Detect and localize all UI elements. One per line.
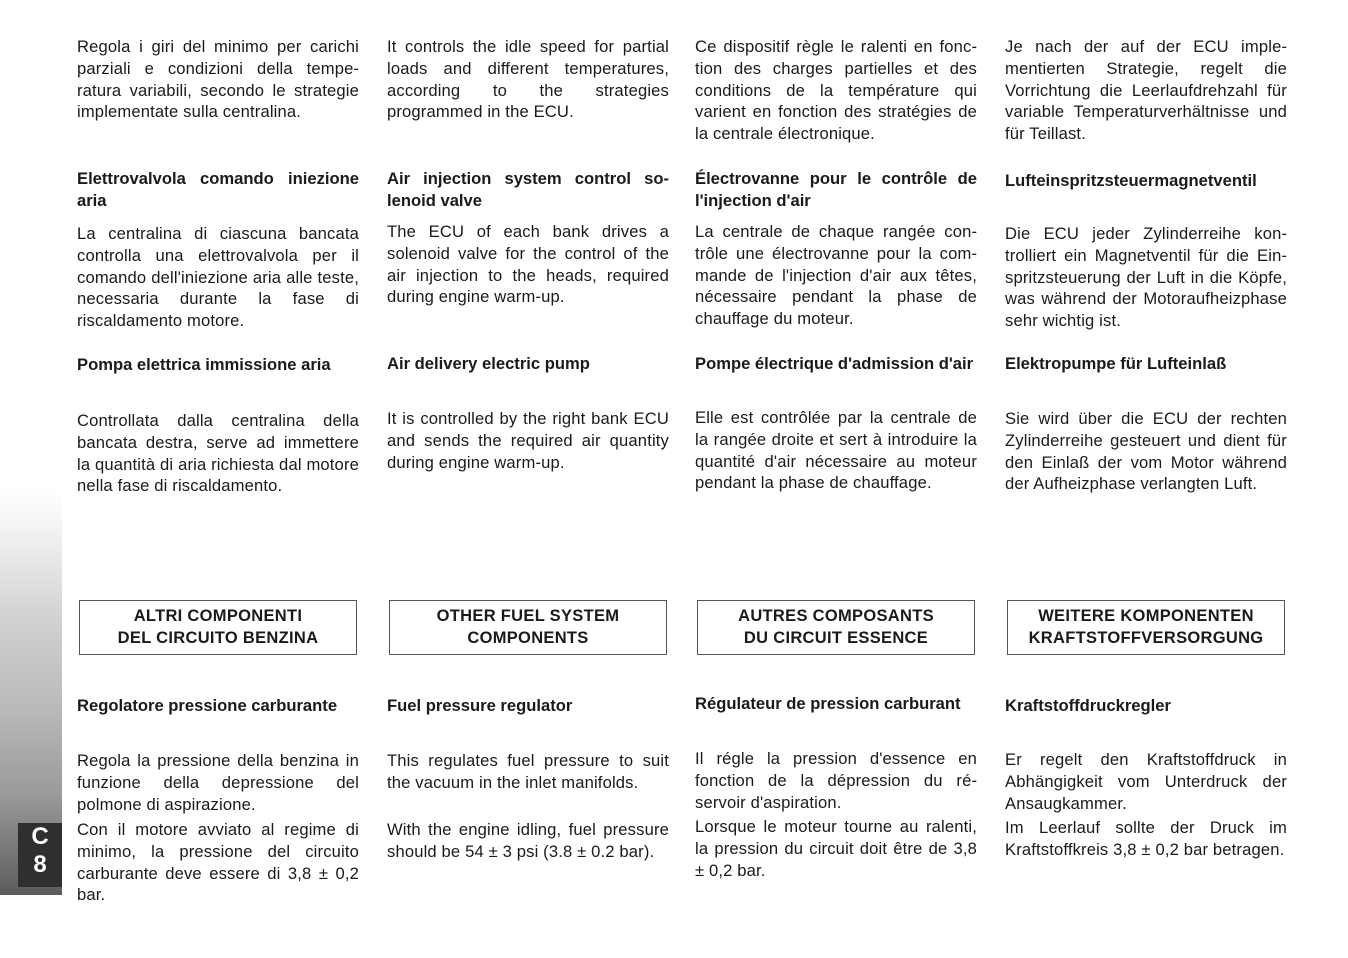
section-heading-fuel-regulator: Fuel pressure regulator xyxy=(387,696,573,715)
section-heading-air-valve: Elettrovalvola comando iniezione aria xyxy=(77,169,359,210)
section-body-fuel-pressure: Con il motore avviato al regime di minimo, la pressione del circuito carburante deve essere di 3,8 ± 0,2 bar. xyxy=(77,820,359,905)
section-body-fuel-pressure: Im Leerlauf sollte der Druck im Kraftstoffkreis 3,8 ± 0,2 bar betragen. xyxy=(1005,818,1287,859)
section-body-fuel-regulator: Il régle la pression d'essence en fonction de la dépression du réservoir d'aspiration. xyxy=(695,749,977,812)
section-body-air-valve: The ECU of each bank drives a solenoid valve for the control of the air injection to the heads, required during engine warm-up. xyxy=(387,222,669,307)
section-heading-air-pump: Elektropumpe für Lufteinlaß xyxy=(1005,354,1227,373)
section-heading-fuel-regulator: Régulateur de pression carburant xyxy=(695,694,961,713)
section-heading-fuel-regulator: Regolatore pressione carburante xyxy=(77,696,338,715)
section-body-air-valve: La centrale de chaque rangée contrôle une électrovanne pour la commande de l'injection d'air aux têtes, nécessaire pendant la phase de chauffage du moteur. xyxy=(695,222,977,329)
section-body-air-valve: Die ECU jeder Zylinderreihe kontrolliert ein Magnetventil für die Einspritzsteuerung der Luft in die Köpfe, was während der Motoraufheizphase sehr wichtig ist. xyxy=(1005,224,1287,331)
chapter-number: 8 xyxy=(33,851,47,878)
section-heading-air-pump: Pompa elettrica immissione aria xyxy=(77,355,331,374)
chapter-box-title-text: OTHER FUEL SYSTEM COMPONENTS xyxy=(436,607,620,647)
section-body-air-pump: Controllata dalla centralina della bancata destra, serve ad immettere la quantità di aria richiesta dal motore nella fase di riscaldamento. xyxy=(77,411,359,496)
intro-paragraph: It controls the idle speed for partial loads and different temperatures, according to the strategies programmed in the ECU. xyxy=(387,37,669,122)
section-body-fuel-regulator: This regulates fuel pressure to suit the vacuum in the inlet manifolds. xyxy=(387,751,669,792)
chapter-box-title xyxy=(389,600,667,655)
chapter-letter: C xyxy=(31,823,49,850)
section-heading-air-valve: Lufteinspritzsteuermagnetventil xyxy=(1005,171,1257,190)
intro-paragraph: Ce dispositif règle le ralenti en fonction des charges partielles et des conditions de la température qui varient en fonction des stratégies de la centrale électronique. xyxy=(695,37,977,144)
chapter-box-title-text: ALTRI COMPONENTI DEL CIRCUITO BENZINA xyxy=(117,607,319,647)
intro-paragraph: Regola i giri del minimo per carichi parziali e condizioni della temperatura variabili, secondo le strategie implementate sulla centralina. xyxy=(77,37,359,122)
section-body-air-valve: La centralina di ciascuna bancata controlla una elettrovalvola per il comando dell'iniezione aria alle teste, necessaria durante la fase di riscaldamento motore. xyxy=(77,224,359,331)
section-body-air-pump: Elle est contrôlée par la centrale de la rangée droite et sert à introduire la quantité d'air nécessaire au moteur pendant la phase de chauffage. xyxy=(695,408,977,493)
section-body-air-pump: Sie wird über die ECU der rechten Zylinderreihe gesteuert und dient für den Einlaß der vom Motor während der Aufheizphase verlangten Luft. xyxy=(1005,409,1287,494)
section-body-fuel-regulator: Er regelt den Kraftstoffdruck in Abhängigkeit vom Unterdruck der Ansaugkammer. xyxy=(1005,750,1287,813)
section-heading-fuel-regulator: Kraftstoffdruckregler xyxy=(1005,696,1171,715)
chapter-box-title xyxy=(697,600,975,655)
section-heading-air-valve: Air injection system control solenoid valve xyxy=(387,169,669,210)
intro-paragraph: Je nach der auf der ECU implementierten Strategie, regelt die Vorrichtung die Leerlaufdrehzahl für variable Temperaturverhältnisse und für Teillast. xyxy=(1005,37,1287,144)
chapter-tab-label xyxy=(18,823,62,887)
section-body-fuel-pressure: With the engine idling, fuel pressure should be 54 ± 3 psi (3.8 ± 0.2 bar). xyxy=(387,820,669,861)
chapter-box-title xyxy=(79,600,357,655)
chapter-box-title-text: WEITERE KOMPONENTEN KRAFTSTOFFVERSORGUNG xyxy=(1028,607,1264,647)
chapter-box-title-text: AUTRES COMPOSANTS DU CIRCUIT ESSENCE xyxy=(738,607,934,647)
section-body-fuel-regulator: Regola la pressione della benzina in funzione della depressione del polmone di aspirazione. xyxy=(77,751,359,814)
chapter-tab xyxy=(0,490,62,895)
section-body-fuel-pressure: Lorsque le moteur tourne au ralenti, la pression du circuit doit être de 3,8 ± 0,2 bar. xyxy=(695,817,977,880)
section-heading-air-valve: Électrovanne pour le contrôle de l'injection d'air xyxy=(695,169,977,210)
section-body-air-pump: It is controlled by the right bank ECU and sends the required air quantity during engine warm-up. xyxy=(387,409,669,472)
section-heading-air-pump: Pompe électrique d'admission d'air xyxy=(695,354,974,373)
section-heading-air-pump: Air delivery electric pump xyxy=(387,354,590,373)
chapter-box-title xyxy=(1007,600,1285,655)
